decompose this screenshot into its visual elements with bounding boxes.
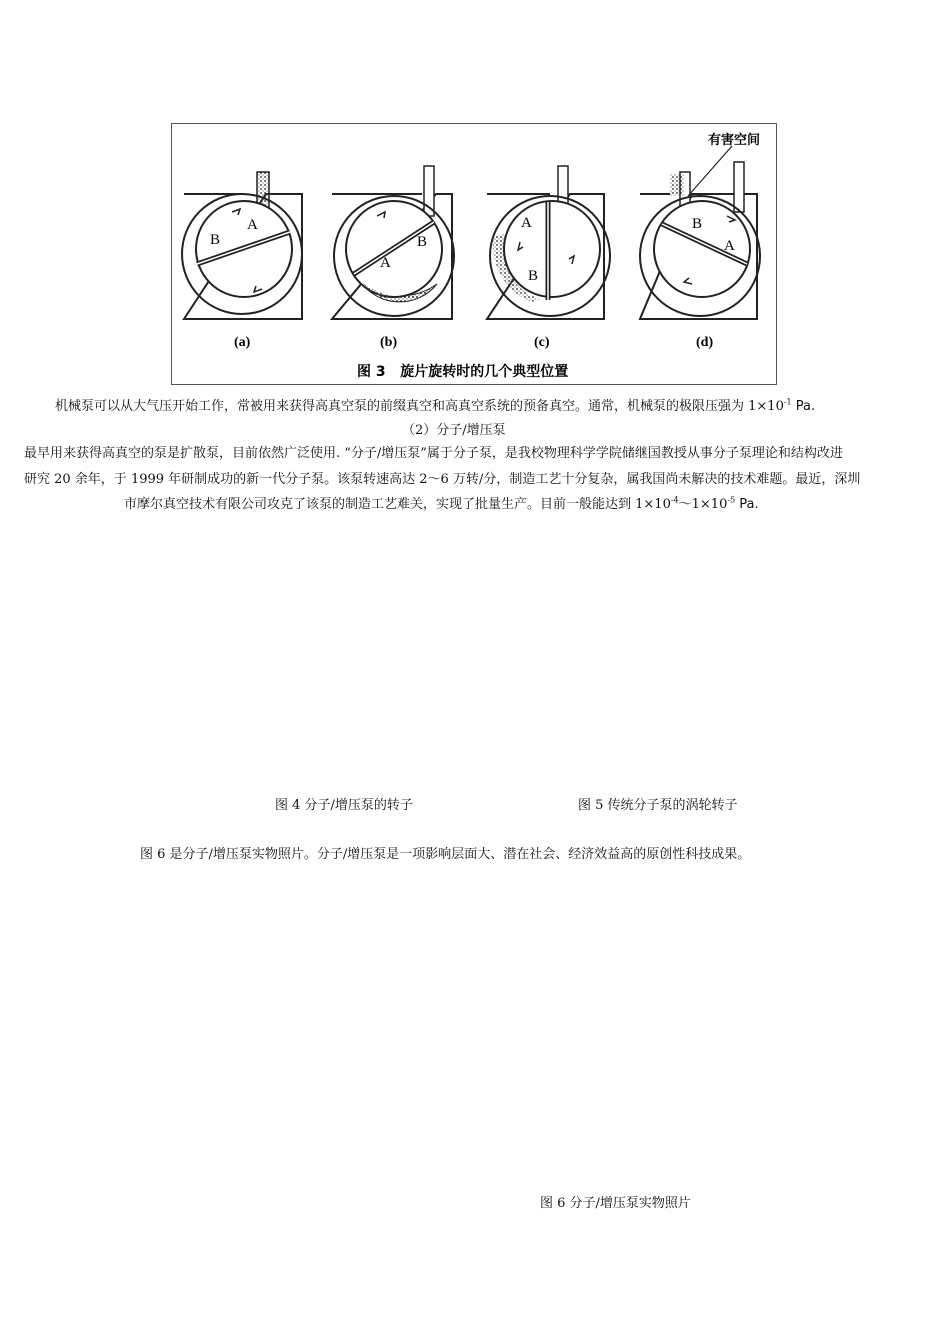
figure-6-caption: 图 6 分子/增压泵实物照片 — [540, 1196, 691, 1211]
paragraph-1-unit: Pa. — [791, 399, 816, 414]
panel-a-label: (a) — [234, 335, 251, 350]
section-heading-molecular-pump: （2）分子/增压泵 — [402, 423, 506, 438]
panel-b-diagram — [332, 166, 454, 319]
paragraph-2-line-3-text: 市摩尔真空技术有限公司攻克了该泵的制造工艺难关，实现了批量生产。目前一般能达到 1×10 — [124, 497, 671, 512]
harmful-space-label: 有害空间 — [708, 133, 761, 148]
panel-c-diagram — [487, 166, 610, 319]
panel-b-label: (b) — [380, 335, 398, 350]
paragraph-molecular-pump-line-2: 研究 20 余年，于 1999 年研制成功的新一代分子泵。该泵转速高达 2～6 万转/分，制造工艺十分复杂，属我国尚未解决的技术难题。最近，深圳 — [24, 472, 861, 487]
panel-d-label: (d) — [696, 335, 714, 350]
panel-c-letter-top: A — [521, 215, 532, 231]
paragraph-2-exponent-1: -4 — [670, 495, 679, 505]
panel-a-letter-top: A — [247, 217, 258, 233]
paragraph-figure-6-description: 图 6 是分子/增压泵实物照片。分子/增压泵是一项影响层面大、潜在社会、经济效益高的原创性科技成果。 — [140, 847, 751, 862]
panel-a-diagram — [182, 172, 302, 319]
figure-5-caption: 图 5 传统分子泵的涡轮转子 — [578, 798, 738, 813]
paragraph-2-mid: ～1×10 — [678, 497, 728, 512]
paragraph-mechanical-pump — [55, 396, 815, 418]
panel-a-letter-bottom: B — [210, 232, 221, 248]
figure-3 — [171, 123, 777, 385]
paragraph-2-exponent-2: -5 — [727, 495, 736, 505]
panel-b-letter-bottom: A — [380, 255, 391, 271]
figure-4-caption: 图 4 分子/增压泵的转子 — [275, 798, 413, 813]
panel-b-letter-top: B — [417, 234, 428, 250]
panel-c-letter-bottom: B — [528, 268, 539, 284]
figure-3-drawing — [172, 124, 778, 386]
panel-c-label: (c) — [534, 335, 550, 350]
panel-d-diagram — [640, 146, 760, 319]
paragraph-molecular-pump-line-3 — [124, 494, 759, 516]
paragraph-2-unit: Pa. — [735, 497, 759, 512]
panel-d-letter-top: B — [692, 216, 703, 232]
paragraph-1-exponent: -1 — [783, 397, 792, 407]
paragraph-1-text: 机械泵可以从大气压开始工作，常被用来获得高真空泵的前缀真空和高真空系统的预备真空。通常，机械泵的极限压强为 1×10 — [55, 399, 784, 414]
paragraph-molecular-pump-line-1: 最早用来获得高真空的泵是扩散泵，目前依然广泛使用. “分子/增压泵”属于分子泵，是我校物理科学学院储继国教授从事分子泵理论和结构改进 — [24, 446, 843, 461]
figure-3-caption: 图 3 旋片旋转时的几个典型位置 — [357, 364, 569, 380]
panel-d-letter-bottom: A — [724, 238, 735, 254]
